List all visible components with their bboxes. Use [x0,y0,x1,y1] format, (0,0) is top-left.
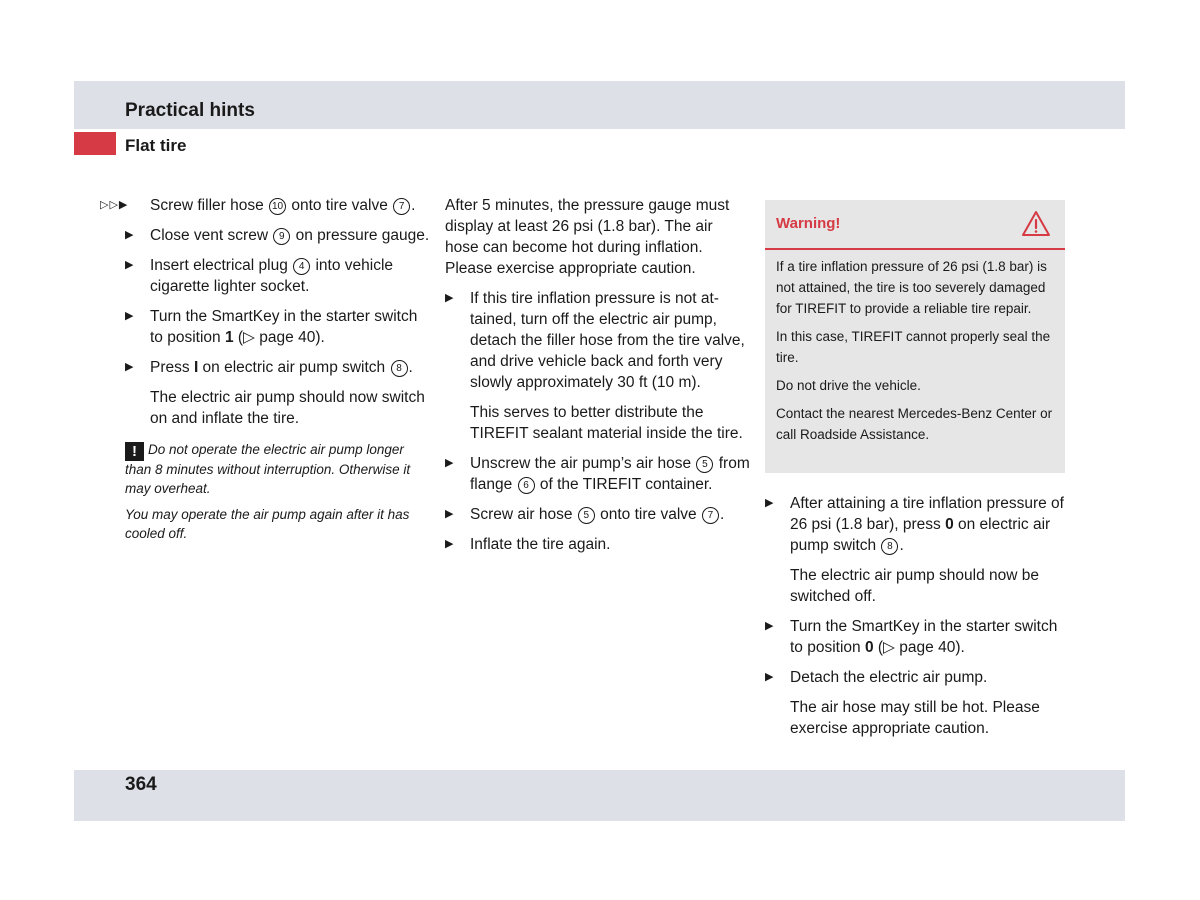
warning-text: Do not drive the vehicle. [776,378,921,393]
bullet-arrow-icon: ▶ [125,310,134,322]
bullet-arrow-icon: ▶ [445,508,454,520]
callout-number: 7 [702,507,719,524]
callout-number: 9 [273,228,290,245]
right-column [765,493,1070,748]
middle-column [445,195,750,564]
section-marker [74,132,116,155]
bullet-arrow-icon: ▶ [445,538,454,550]
step-press-switch: ▶ Press I on electric air pump switch 8 . [125,359,413,376]
step-inflate-again: ▶ Inflate the tire again. [445,536,611,553]
bullet-arrow-icon: ▶ [125,259,134,271]
warning-label: Warning! [776,215,841,232]
bullet-arrow-icon: ▶ [125,361,134,373]
warning-text: In this case, TIREFIT cannot properly seal the tire. [776,329,1051,365]
exclamation-icon: ! [125,442,144,461]
section-title: Practical hints [125,100,255,121]
step-result: The electric air pump should now switch on and inflate the tire. [150,389,425,427]
step-press-off: ▶ After attaining a tire inflation pressure of 26 psi (1.8 bar), press 0 on electric air pump switch 8 . [765,495,1064,554]
page-number: 364 [125,774,157,795]
caution-note: ! Do not operate the electric air pump longer than 8 minutes without interruption. Otherwise it may overheat. You may operate the air pump again after it has cooled off. [100,441,430,543]
bullet-arrow-icon: ▶ [445,457,454,469]
warning-text: Contact the nearest Mercedes-Benz Center or call Roadside Assistance. [776,406,1053,442]
step-insert-plug: ▶ Insert electrical plug 4 into vehicle cigarette lighter socket. [125,257,394,295]
step-turn-smartkey: ▶ Turn the SmartKey in the starter switch to position 1 (▷ page 40). [125,308,418,346]
step-pressure-not-attained: ▶ If this tire inflation pressure is not at-tained, turn off the electric air pump, detach the filler hose from the tire valve, and drive vehicle back and forth very slowly approximately 30 ft (10 m). [445,290,745,391]
callout-number: 8 [881,538,898,555]
step-unscrew-air-hose: ▶ Unscrew the air pump’s air hose 5 from flange 6 of the TIREFIT container. [445,455,750,493]
step-detach-pump: ▶ Detach the electric air pump. [765,669,988,686]
warning-box [765,200,1065,473]
step-screw-filler-hose: ▷▷▶ Screw filler hose 10 onto tire valve 7 . [100,197,416,214]
subsection-title: Flat tire [125,136,187,155]
note-text: You may operate the air pump again after it has cooled off. [125,507,410,541]
callout-number: 5 [696,456,713,473]
step-result: The electric air pump should now be switched off. [790,567,1039,605]
bullet-arrow-icon: ▶ [125,229,134,241]
bullet-arrow-icon: ▶ [765,671,774,683]
warning-header [765,200,1065,250]
callout-number: 8 [391,360,408,377]
left-column [100,195,430,551]
warning-triangle-icon [1021,210,1051,237]
step-close-vent-screw: ▶ Close vent screw 9 on pressure gauge. [125,227,430,244]
callout-number: 10 [269,198,286,215]
step-turn-smartkey-off: ▶ Turn the SmartKey in the starter switch to position 0 (▷ page 40). [765,618,1058,656]
footer-band [74,770,1125,821]
callout-number: 7 [393,198,410,215]
warning-body [765,250,1065,445]
bullet-arrow-icon: ▶ [765,620,774,632]
intro-paragraph: After 5 minutes, the pressure gauge must display at least 26 psi (1.8 bar). The air hose can become hot during inflation. Please exercise appropriate caution. [445,197,730,277]
bullet-arrow-icon: ▶ [765,497,774,509]
bullet-arrow-icon: ▶ [445,292,454,304]
warning-text: If a tire inflation pressure of 26 psi (1.8 bar) is not attained, the tire is too severely damaged for TIREFIT to provide a reliable tire repair. [776,259,1047,316]
step-result: The air hose may still be hot. Please exercise appropriate caution. [790,699,1040,737]
callout-number: 6 [518,477,535,494]
callout-number: 4 [293,258,310,275]
continuation-marker: ▷▷▶ [100,199,129,211]
step-result: This serves to better distribute the TIREFIT sealant material inside the tire. [470,404,743,442]
step-screw-air-hose: ▶ Screw air hose 5 onto tire valve 7 . [445,506,725,523]
callout-number: 5 [578,507,595,524]
